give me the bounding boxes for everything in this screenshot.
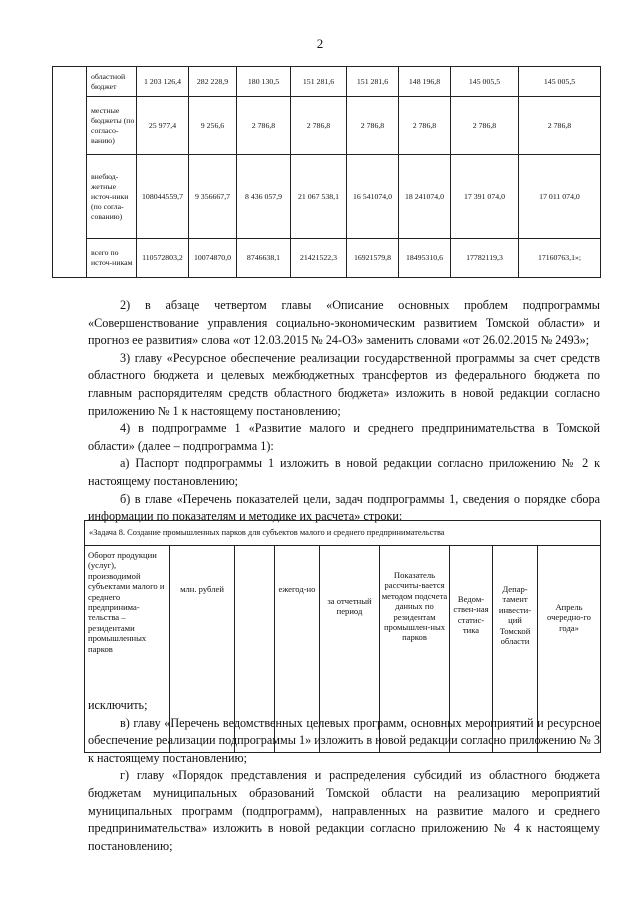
- cell: 110572803,2: [137, 239, 189, 278]
- row-label: областной бюджет: [87, 67, 137, 97]
- cell: 18495310,6: [399, 239, 451, 278]
- responsible-cell: Депар-тамент инвести-ций Томской области: [493, 546, 538, 753]
- paragraph: г) главу «Порядок представления и распределения субсидий из областного бюджета бюджетам муниципальных образований Томской области на реализацию мероприятий муниципальных программ (подпрограмм), направленных на развитие малого и среднего предпринимательства» изложить в новой редакции согласно приложению № 4 к настоящему постановлению;: [88, 768, 600, 853]
- cell: 17160763,1»;: [519, 239, 601, 278]
- cell: 151 281,6: [347, 67, 399, 97]
- cell: 2 786,8: [399, 97, 451, 155]
- source-cell: Ведом-ствен-ная статис-тика: [450, 546, 493, 753]
- cell: 180 130,5: [237, 67, 291, 97]
- paragraph: 2) в абзаце четвертом главы «Описание основных проблем подпрограммы «Совершенствование управления социально-экономическим развитием Томской области» и прогноз ее развития» слова «от 12.03.2015 № 24-ОЗ» заменить словами «от 26.02.2015 № 2493»;: [88, 298, 600, 348]
- text-block-1: [88, 297, 600, 526]
- cell: 16 541074,0: [347, 155, 399, 239]
- cell: 16921579,8: [347, 239, 399, 278]
- frequency-cell: ежегод-но: [275, 546, 320, 753]
- cell: 2 786,8: [291, 97, 347, 155]
- paragraph: исключить;: [88, 698, 148, 712]
- paragraph: 3) главу «Ресурсное обеспечение реализации государственной программы за счет средств областного бюджета и целевых межбюджетных трансфертов из федерального бюджета по главным распорядителям средств областного бюджета» изложить в новой редакции согласно приложению № 1 к настоящему постановлению;: [88, 350, 600, 418]
- unit-cell: млн. рублей: [170, 546, 235, 753]
- row-label: внебюд-жетные источ-ники (по согла-сованию): [87, 155, 137, 239]
- page-number: 2: [316, 36, 324, 51]
- cell: 21 067 538,1: [291, 155, 347, 239]
- budget-row-total: [53, 239, 601, 278]
- paragraph: а) Паспорт подпрограммы 1 изложить в новой редакции согласно приложению № 2 к настоящему постановлению;: [88, 456, 600, 488]
- method-cell: Показатель рассчиты-вается методом подсчета данных по резидентам промышлен-ных парков: [380, 546, 450, 753]
- cell: 2 786,8: [237, 97, 291, 155]
- cell: 282 228,9: [189, 67, 237, 97]
- cell: 9 256,6: [189, 97, 237, 155]
- cell: 8 436 057,9: [237, 155, 291, 239]
- budget-blank-cell: [53, 67, 87, 278]
- paragraph: б) в главе «Перечень показателей цели, задач подпрограммы 1, сведения о порядке сбора информации по показателям и методике их расчета» строки:: [88, 491, 600, 524]
- period-cell: за отчетный период: [320, 546, 380, 753]
- cell: 9 356667,7: [189, 155, 237, 239]
- cell: 17782119,3: [451, 239, 519, 278]
- text-block-2: [88, 697, 600, 855]
- budget-table: [52, 66, 601, 278]
- task-header: «Задача 8. Создание промышленных парков для субъектов малого и среднего предпринимательства: [85, 521, 601, 546]
- row-label: всего по источ-никам: [87, 239, 137, 278]
- deadline-cell: Апрель очередно-го года»: [538, 546, 601, 753]
- cell: 18 241074,0: [399, 155, 451, 239]
- paragraph: в) главу «Перечень ведомственных целевых программ, основных мероприятий и ресурсное обеспечение реализации подпрограммы 1» изложить в новой редакции согласно приложению № 3 к настоящему постановлению;: [88, 715, 600, 765]
- budget-row-local: [53, 97, 601, 155]
- cell: 151 281,6: [291, 67, 347, 97]
- row-label: местные бюджеты (по согласо-ванию): [87, 97, 137, 155]
- cell: 8746638,1: [237, 239, 291, 278]
- cell: 21421522,3: [291, 239, 347, 278]
- budget-row-regional: [53, 67, 601, 97]
- cell: 2 786,8: [451, 97, 519, 155]
- cell: 10074870,0: [189, 239, 237, 278]
- cell: 148 196,8: [399, 67, 451, 97]
- budget-row-extrabudget: [53, 155, 601, 239]
- indicator-name: Оборот продукции (услуг), производимой субъектами малого и среднего предпринима-тельства – резидентами промышленных парков: [85, 546, 170, 753]
- cell: 2 786,8: [347, 97, 399, 155]
- cell: 25 977,4: [137, 97, 189, 155]
- cell: 145 005,5: [451, 67, 519, 97]
- cell: 108044559,7: [137, 155, 189, 239]
- cell: 17 011 074,0: [519, 155, 601, 239]
- paragraph: 4) в подпрограмме 1 «Развитие малого и среднего предпринимательства в Томской области» (далее – подпрограмма 1):: [88, 421, 600, 453]
- cell: 2 786,8: [519, 97, 601, 155]
- cell: 145 005,5: [519, 67, 601, 97]
- cell: 1 203 126,4: [137, 67, 189, 97]
- cell: 17 391 074,0: [451, 155, 519, 239]
